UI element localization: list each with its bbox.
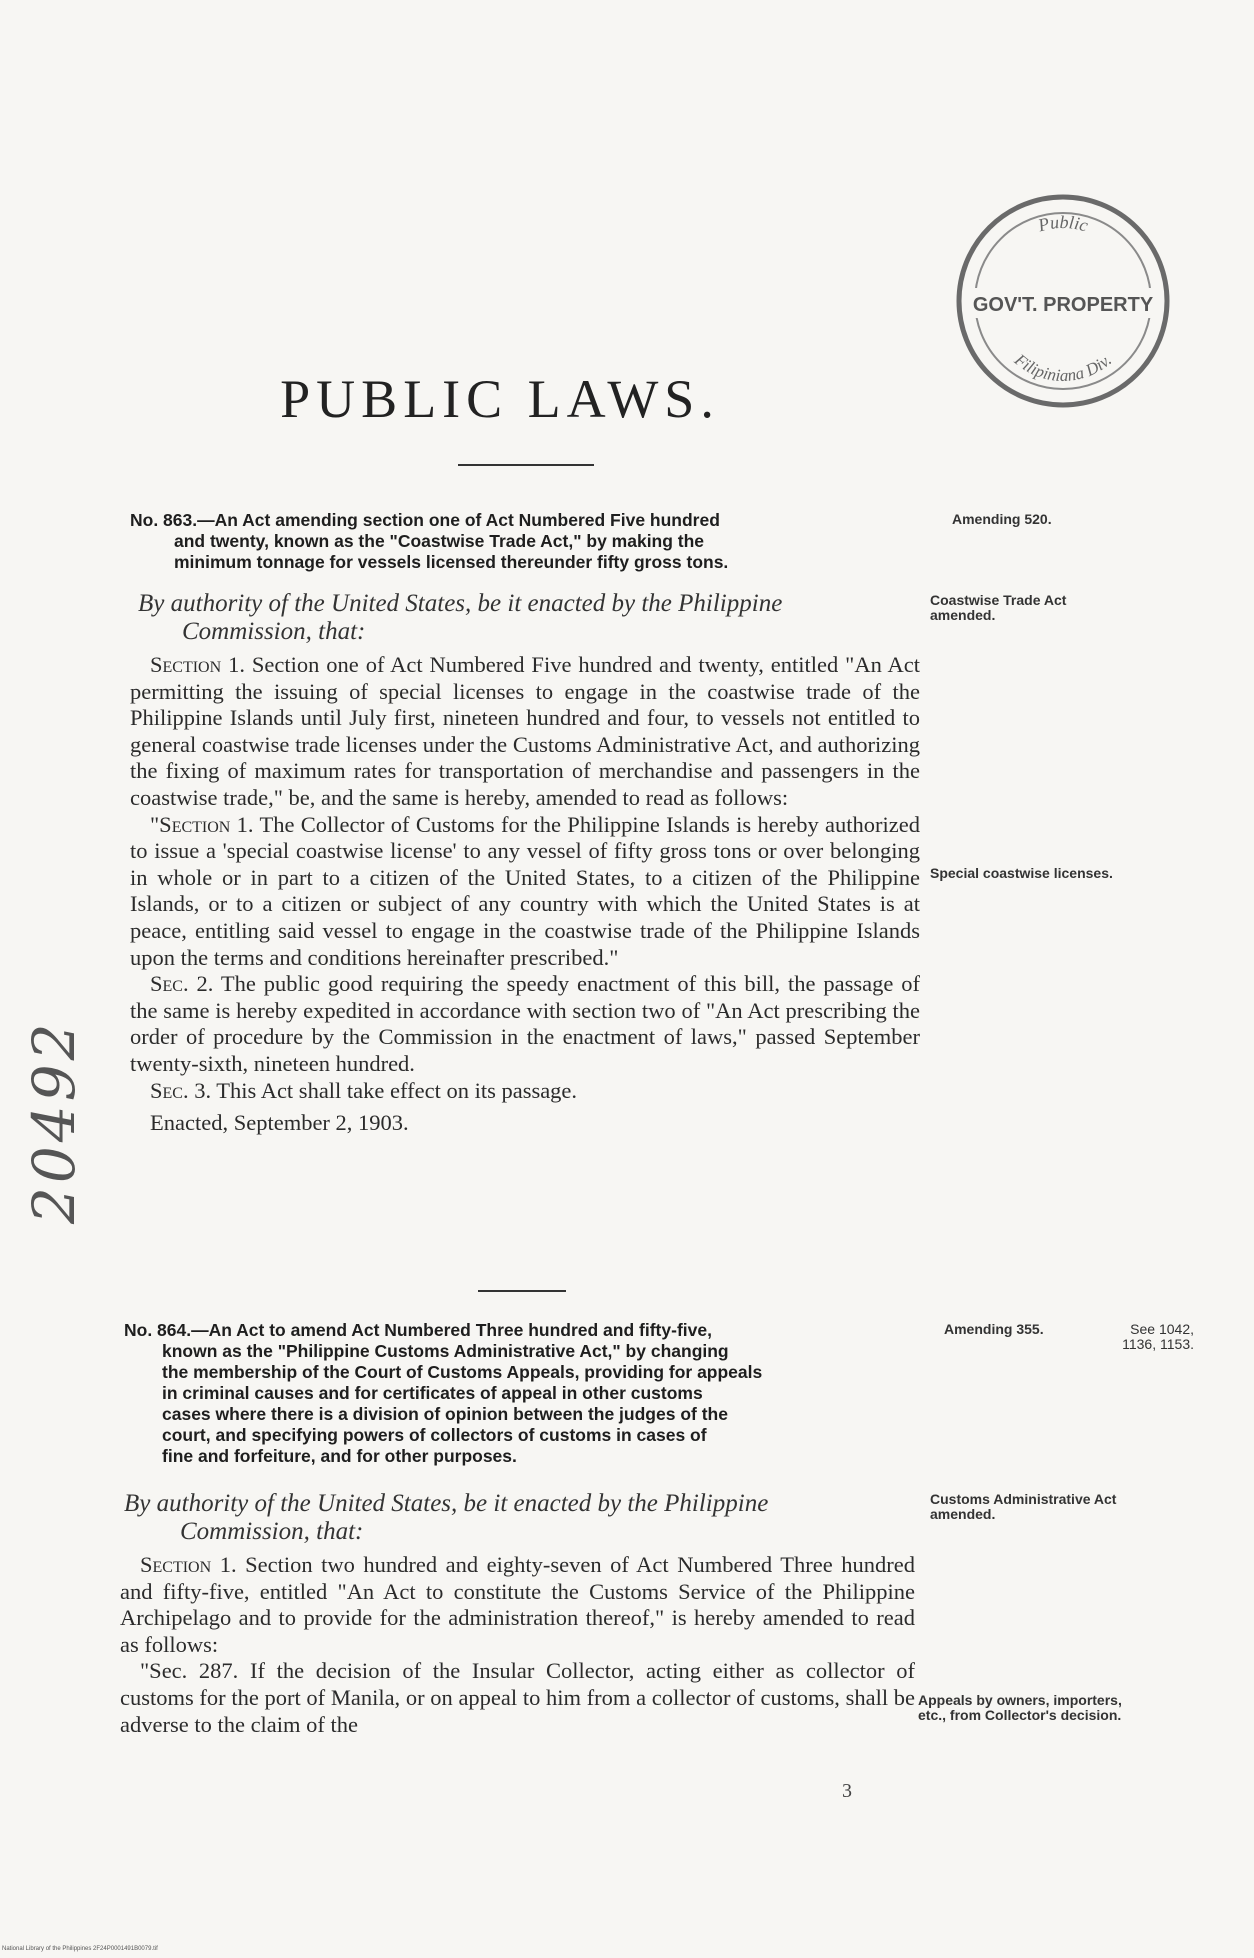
margin-note-customs-act-amended: Customs Administrative Act amended.	[930, 1491, 1117, 1522]
act-863-body	[130, 652, 920, 1137]
act-864-heading-line-7: fine and forfeiture, and for other purposes.	[162, 1446, 517, 1466]
act-863-heading	[130, 510, 920, 573]
act-863-heading-line-1: —An Act amending section one of Act Numbered Five hundred	[197, 510, 720, 530]
act-864-enacting-clause	[124, 1490, 924, 1546]
act-864-section-287: "Sec. 287. If the decision of the Insular Collector, acting either as collector of customs for the port of Manila, or on appeal to him from a collector of customs, shall be adverse to the claim of the	[120, 1658, 915, 1737]
act-863-enacting-line-2: Commission, that:	[182, 618, 366, 645]
act-864-body	[120, 1552, 915, 1738]
act-864-section-1: Section 1. Section two hundred and eighty-seven of Act Numbered Three hundred and fifty-five, entitled "An Act to constitute the Customs Service of the Philippine Archipelago and to provide for the administration thereof," is hereby amended to read as follows:	[120, 1552, 915, 1657]
act-863-enacting-line-1: By authority of the United States, be it enacted by the Philippine	[138, 590, 783, 617]
stamp-top-text: Public	[1035, 211, 1091, 236]
act-863-quoted-section: "Section 1. The Collector of Customs for the Philippine Islands is hereby authorized to issue a 'special coastwise license' to any vessel of fifty gross tons or over belonging in whole or in part to a citizen of the United States, to a citizen of the Philippine Islands, or to a citizen or subject of any country with which the United States is at peace, entitling said vessel to engage in the coastwise trade of the Philippine Islands upon the terms and conditions hereinafter prescribed."	[130, 811, 920, 970]
handwritten-number: 20492	[20, 1019, 88, 1224]
act-863-number: No. 863.	[130, 510, 198, 530]
stamp-middle-text: GOV'T. PROPERTY	[972, 294, 1154, 316]
act-divider	[478, 1290, 566, 1292]
act-864-heading-line-3: the membership of the Court of Customs Appeals, providing for appeals	[162, 1362, 763, 1382]
title-divider	[458, 464, 594, 466]
act-863-section-3: Sec. 3. This Act shall take effect on its passage.	[150, 1077, 578, 1103]
act-863-enacted-date: Enacted, September 2, 1903.	[150, 1110, 409, 1136]
act-864-heading-line-6: court, and specifying powers of collectors of customs in cases of	[162, 1425, 707, 1445]
margin-note-see-references: See 1042, 1136, 1153.	[1122, 1321, 1194, 1352]
act-863-section-2: Sec. 2. The public good requiring the speedy enactment of this bill, the passage of the same is hereby expedited in accordance with section two of "An Act prescribing the order of procedure by the Commission in the enactment of laws," passed September twenty-sixth, nineteen hundred.	[130, 971, 920, 1076]
act-864-heading	[124, 1320, 914, 1467]
act-864-heading-line-1: —An Act to amend Act Numbered Three hundred and fifty-five,	[191, 1320, 712, 1340]
act-863-heading-line-2: and twenty, known as the "Coastwise Trade Act," by making the	[174, 531, 705, 551]
page-title: PUBLIC LAWS.	[280, 369, 720, 429]
act-864-enacting-line-1: By authority of the United States, be it enacted by the Philippine	[124, 1490, 769, 1517]
act-864-heading-line-5: cases where there is a division of opinion between the judges of the	[162, 1404, 728, 1424]
margin-note-appeals: Appeals by owners, importers, etc., from Collector's decision.	[918, 1692, 1122, 1723]
act-864-heading-line-4: in criminal causes and for certificates of appeal in other customs	[162, 1383, 703, 1403]
page-number: 3	[842, 1780, 852, 1802]
margin-note-amending-355: Amending 355.	[944, 1321, 1044, 1337]
margin-note-special-licenses: Special coastwise licenses.	[930, 865, 1113, 881]
act-863-enacting-clause	[138, 590, 928, 646]
act-864-heading-line-2: known as the "Philippine Customs Administrative Act," by changing	[162, 1341, 729, 1361]
act-863-section-1: Section 1. Section one of Act Numbered Five hundred and twenty, entitled "An Act permitting the issuing of special licenses to engage in the coastwise trade of the Philippine Islands until July first, nineteen hundred and four, to vessels not entitled to general coastwise trade licenses under the Customs Administrative Act, and authorizing the fixing of maximum rates for transportation of merchandise and passengers in the coastwise trade," be, and the same is hereby, amended to read as follows:	[130, 652, 920, 810]
act-864-number: No. 864.	[124, 1320, 192, 1340]
stamp-bottom-text: Filipiniana Div.	[1011, 350, 1116, 386]
act-863-heading-line-3: minimum tonnage for vessels licensed thereunder fifty gross tons.	[174, 552, 729, 572]
act-864-enacting-line-2: Commission, that:	[180, 1518, 364, 1545]
scan-footer: National Library of the Philippines 2F24P0001491B0079.tif	[2, 1946, 158, 1952]
margin-note-amending-520: Amending 520.	[952, 511, 1052, 527]
margin-note-coastwise-trade: Coastwise Trade Act amended.	[930, 592, 1067, 623]
